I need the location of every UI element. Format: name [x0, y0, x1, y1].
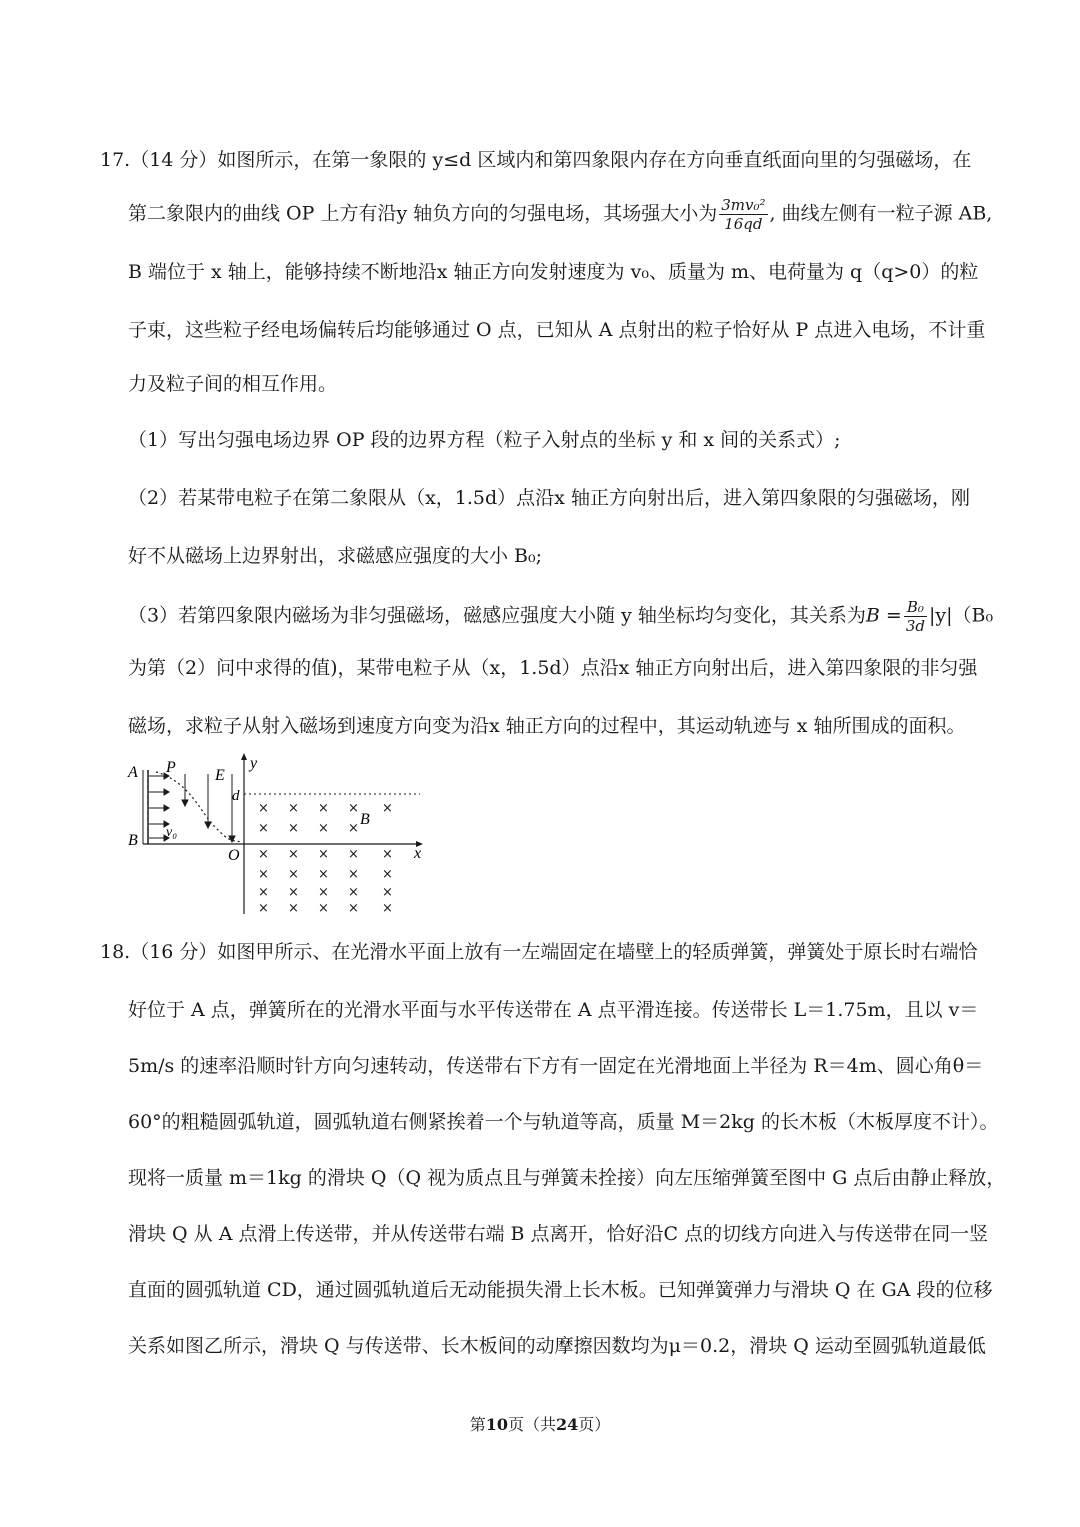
q17-part-1: （1）写出匀强电场边界 OP 段的边界方程（粒子入射点的坐标 y 和 x 间的关系式）;: [128, 429, 841, 451]
q17-line-2: [128, 196, 993, 233]
footer-pre: 第: [469, 1415, 486, 1434]
footer-page: 10: [485, 1415, 508, 1434]
page-footer: [0, 1412, 1080, 1435]
label-x: x: [414, 845, 422, 862]
magnetic-field-crosses: [258, 801, 393, 916]
field-cross: ×: [318, 885, 329, 900]
field-cross: ×: [258, 801, 269, 816]
q18-line-3: 5m/s 的速率沿顺时针方向匀速转动，传送带右下方有一固定在光滑地面上半径为 R＝4m、圆心角θ＝: [128, 1055, 984, 1077]
field-cross: ×: [288, 901, 299, 916]
field-cross: ×: [288, 885, 299, 900]
field-cross: ×: [348, 901, 359, 916]
field-cross: ×: [288, 821, 299, 836]
q17-line-4: 子束，这些粒子经电场偏转后均能够通过 O 点，已知从 A 点射出的粒子恰好从 P 点进入电场，不计重: [128, 319, 986, 341]
field-cross: ×: [318, 821, 329, 836]
q18-line-1: [100, 938, 978, 966]
q17-text-2-post: , 曲线左侧有一粒子源 AB,: [769, 202, 993, 225]
label-b-field: B: [360, 811, 370, 828]
footer-mid: 页（共: [507, 1415, 556, 1434]
label-y: y: [250, 755, 258, 772]
field-cross: ×: [288, 801, 299, 816]
field-cross: ×: [382, 847, 393, 862]
q17-text-2-pre: 第二象限内的曲线 OP 上方有沿y 轴负方向的匀强电场，其场强大小为: [128, 202, 718, 225]
q18-line-6: 滑块 Q 从 A 点滑上传送带，并从传送带右端 B 点离开，恰好沿C 点的切线方向进入与传送带在同一竖: [128, 1223, 989, 1245]
label-p: P: [166, 759, 176, 776]
q18-text-1: （16 分）如图甲所示、在光滑水平面上放有一左端固定在墙壁上的轻质弹簧，弹簧处于原长时右端恰: [130, 941, 978, 963]
field-cross: ×: [258, 867, 269, 882]
label-d: d: [232, 788, 240, 804]
field-cross: ×: [348, 885, 359, 900]
footer-total: 24: [556, 1415, 579, 1434]
field-cross: ×: [288, 847, 299, 862]
q17-line-5: 力及粒子间的相互作用。: [128, 373, 338, 395]
q17-part-2b: 好不从磁场上边界射出，求磁感应强度的大小 B₀;: [128, 545, 543, 567]
footer-post: 页）: [578, 1415, 611, 1434]
field-cross: ×: [382, 867, 393, 882]
field-cross: ×: [382, 801, 393, 816]
field-strength-fraction: [719, 196, 767, 233]
fraction-denominator: 16qd: [724, 215, 763, 233]
label-b-end: B: [128, 832, 138, 849]
field-cross: ×: [318, 867, 329, 882]
fraction-numerator: 3mv₀²: [721, 196, 766, 214]
fraction-numerator: B₀: [904, 598, 927, 617]
q17-line-1: [100, 146, 972, 174]
field-cross: ×: [258, 821, 269, 836]
q17-part-3c: 磁场，求粒子从射入磁场到速度方向变为沿x 轴正方向的过程中，其运动轨迹与 x 轴所围成的面积。: [128, 715, 966, 737]
label-a: A: [128, 764, 138, 781]
field-cross: ×: [258, 847, 269, 862]
q17-part-2a: （2）若某带电粒子在第二象限从（x，1.5d）点沿x 轴正方向射出后，进入第四象限的匀强磁场，刚: [128, 487, 970, 509]
q18-line-5: 现将一质量 m＝1kg 的滑块 Q（Q 视为质点且与弹簧未拴接）向左压缩弹簧至图中 G 点后由静止释放，: [128, 1167, 1006, 1189]
field-cross: ×: [318, 901, 329, 916]
label-v0: v₀: [166, 825, 178, 840]
q17-part-3a-post: |y|（B₀: [928, 604, 994, 627]
q17-number: 17.: [100, 149, 131, 171]
electric-field-arrows: [182, 774, 235, 842]
field-cross: ×: [348, 867, 359, 882]
field-cross: ×: [348, 847, 359, 862]
q18-line-4: 60°的粗糙圆弧轨道，圆弧轨道右侧紧挨着一个与轨道等高，质量 M＝2kg 的长木板（木板厚度不计）。: [128, 1111, 999, 1133]
q18-line-8: 关系如图乙所示，滑块 Q 与传送带、长木板间的动摩擦因数均为μ＝0.2，滑块 Q 运动至圆弧轨道最低: [128, 1335, 986, 1357]
q18-line-7: 直面的圆弧轨道 CD，通过圆弧轨道后无动能损失滑上长木板。已知弹簧弹力与滑块 Q 在 GA 段的位移: [128, 1279, 993, 1301]
fraction-denominator: 3d: [905, 617, 925, 635]
q17-figure: [120, 752, 430, 922]
field-cross: ×: [258, 901, 269, 916]
y-axis-arrow: [241, 753, 247, 760]
field-cross: ×: [348, 801, 359, 816]
field-cross: ×: [318, 801, 329, 816]
q17-part-3a-pre: （3）若第四象限内磁场为非匀强磁场，磁感应强度大小随 y 轴坐标均匀变化，其关系为: [128, 604, 866, 627]
label-e: E: [215, 767, 225, 784]
q18-number: 18.: [100, 941, 131, 963]
label-o: O: [228, 847, 240, 864]
q17-line-3: B 端位于 x 轴上，能够持续不断地沿x 轴正方向发射速度为 v₀、质量为 m、电荷量为 q（q>0）的粒: [128, 261, 979, 283]
field-cross: ×: [382, 885, 393, 900]
field-cross: ×: [348, 821, 359, 836]
field-cross: ×: [258, 885, 269, 900]
b-field-fraction: [904, 598, 927, 635]
field-cross: ×: [288, 867, 299, 882]
q18-line-2: 好位于 A 点，弹簧所在的光滑水平面与水平传送带在 A 点平滑连接。传送带长 L＝1.75m，且以 v＝: [128, 999, 979, 1021]
q17-text-1: （14 分）如图所示，在第一象限的 y≤d 区域内和第四象限内存在方向垂直纸面向里的匀强磁场，在: [130, 149, 972, 171]
q17-part-3a-eq: B =: [865, 604, 902, 627]
field-cross: ×: [318, 847, 329, 862]
q17-part-3b: 为第（2）问中求得的值)，某带电粒子从（x，1.5d）点沿x 轴正方向射出后，进入第四象限的非匀强: [128, 657, 978, 679]
field-cross: ×: [382, 901, 393, 916]
q17-part-3a: [128, 598, 994, 635]
